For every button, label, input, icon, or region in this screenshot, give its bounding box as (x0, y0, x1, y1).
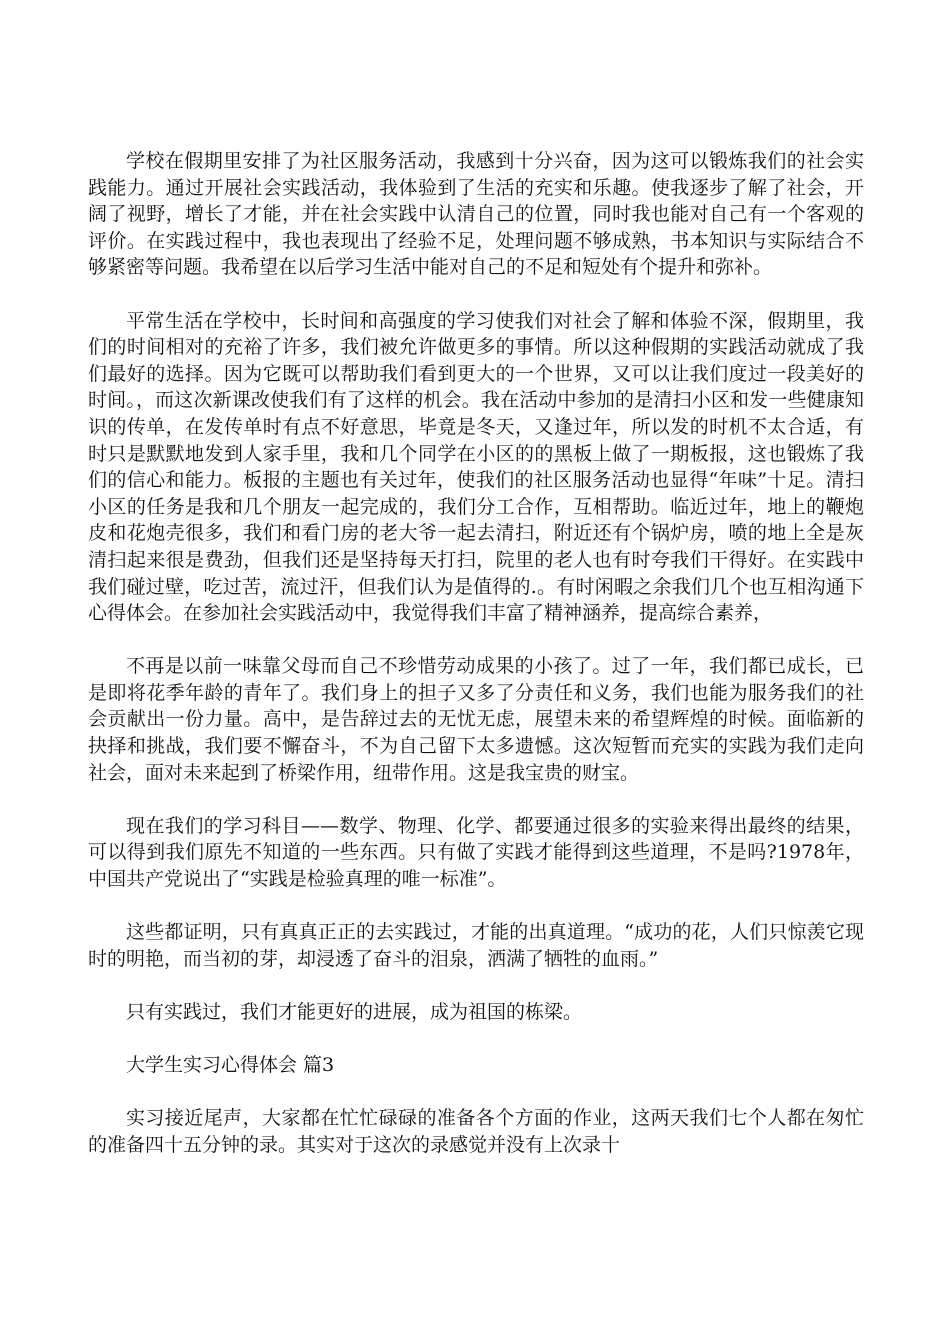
section-heading: 大学生实习心得体会 篇3 (126, 1054, 335, 1077)
paragraph-4: 现在我们的学习科目——数学、物理、化学、都要通过很多的实验来得出最终的结果，可以得到我们原先不知道的一些东西。只有做了实践才能得到这些道理，不是吗?1978年，中国共产党说出了“实践是检验真理的唯一标准”。 (88, 814, 864, 891)
paragraph-7: 实习接近尾声，大家都在忙忙碌碌的准备各个方面的作业，这两天我们七个人都在匆忙的准备四十五分钟的录。其实对于这次的录感觉并没有上次录十 (88, 1107, 864, 1156)
paragraph-2: 平常生活在学校中，长时间和高强度的学习使我们对社会了解和体验不深，假期里，我们的时间相对的充裕了许多，我们被允许做更多的事情。所以这种假期的实践活动就成了我们最好的选择。因为它既可以帮助我们看到更大的一个世界，又可以让我们度过一段美好的时间。，而这次新课改使我们有了这样的机会。我在活动中参加的是清扫小区和发一些健康知识的传单，在发传单时有点不好意思，毕竟是冬天，又逢过年，所以发的时机不太合适，有时只是默默地发到人家手里，我和几个同学在小区的的黑板上做了一期板报，这也锻炼了我们的信心和能力。板报的主题也有关过年，使我们的社区服务活动也显得“年味”十足。清扫小区的任务是我和几个朋友一起完成的，我们分工合作，互相帮助。临近过年，地上的鞭炮皮和花炮壳很多，我们和看门房的老大爷一起去清扫，附近还有个锅炉房，喷的地上全是灰清扫起来很是费劲，但我们还是坚持每天打扫，院里的老人也有时夸我们干得好。在实践中我们碰过壁，吃过苦，流过汗，但我们认为是值得的.。有时闲暇之余我们几个也互相沟通下心得体会。在参加社会实践活动中，我觉得我们丰富了精神涵养，提高综合素养， (88, 309, 864, 625)
paragraph-3: 不再是以前一味靠父母而自己不珍惜劳动成果的小孩了。过了一年，我们都已成长，已是即将花季年龄的青年了。我们身上的担子又多了分责任和义务，我们也能为服务我们的社会贡献出一份力量。高中，是告辞过去的无忧无虑，展望未来的希望辉煌的时候。面临新的抉择和挑战，我们要不懈奋斗，不为自己留下太多遗憾。这次短暂而充实的实践为我们走向社会，面对未来起到了桥梁作用，纽带作用。这是我宝贵的财宝。 (88, 655, 864, 784)
paragraph-6: 只有实践过，我们才能更好的进展，成为祖国的栋梁。 (126, 1001, 583, 1023)
document-page (88, 148, 864, 1159)
paragraph-5: 这些都证明，只有真真正正的去实践过，才能的出真道理。“成功的花，人们只惊羡它现时的明艳，而当初的芽，却浸透了奋斗的泪泉，洒满了牺牲的血雨。” (88, 921, 864, 970)
paragraph-1: 学校在假期里安排了为社区服务活动，我感到十分兴奋，因为这可以锻炼我们的社会实践能力。通过开展社会实践活动，我体验到了生活的充实和乐趣。使我逐步了解了社会，开阔了视野，增长了才能，并在社会实践中认清自己的位置，同时我也能对自己有一个客观的评价。在实践过程中，我也表现出了经验不足，处理问题不够成熟，书本知识与实际结合不够紧密等问题。我希望在以后学习生活中能对自己的不足和短处有个提升和弥补。 (88, 150, 864, 279)
